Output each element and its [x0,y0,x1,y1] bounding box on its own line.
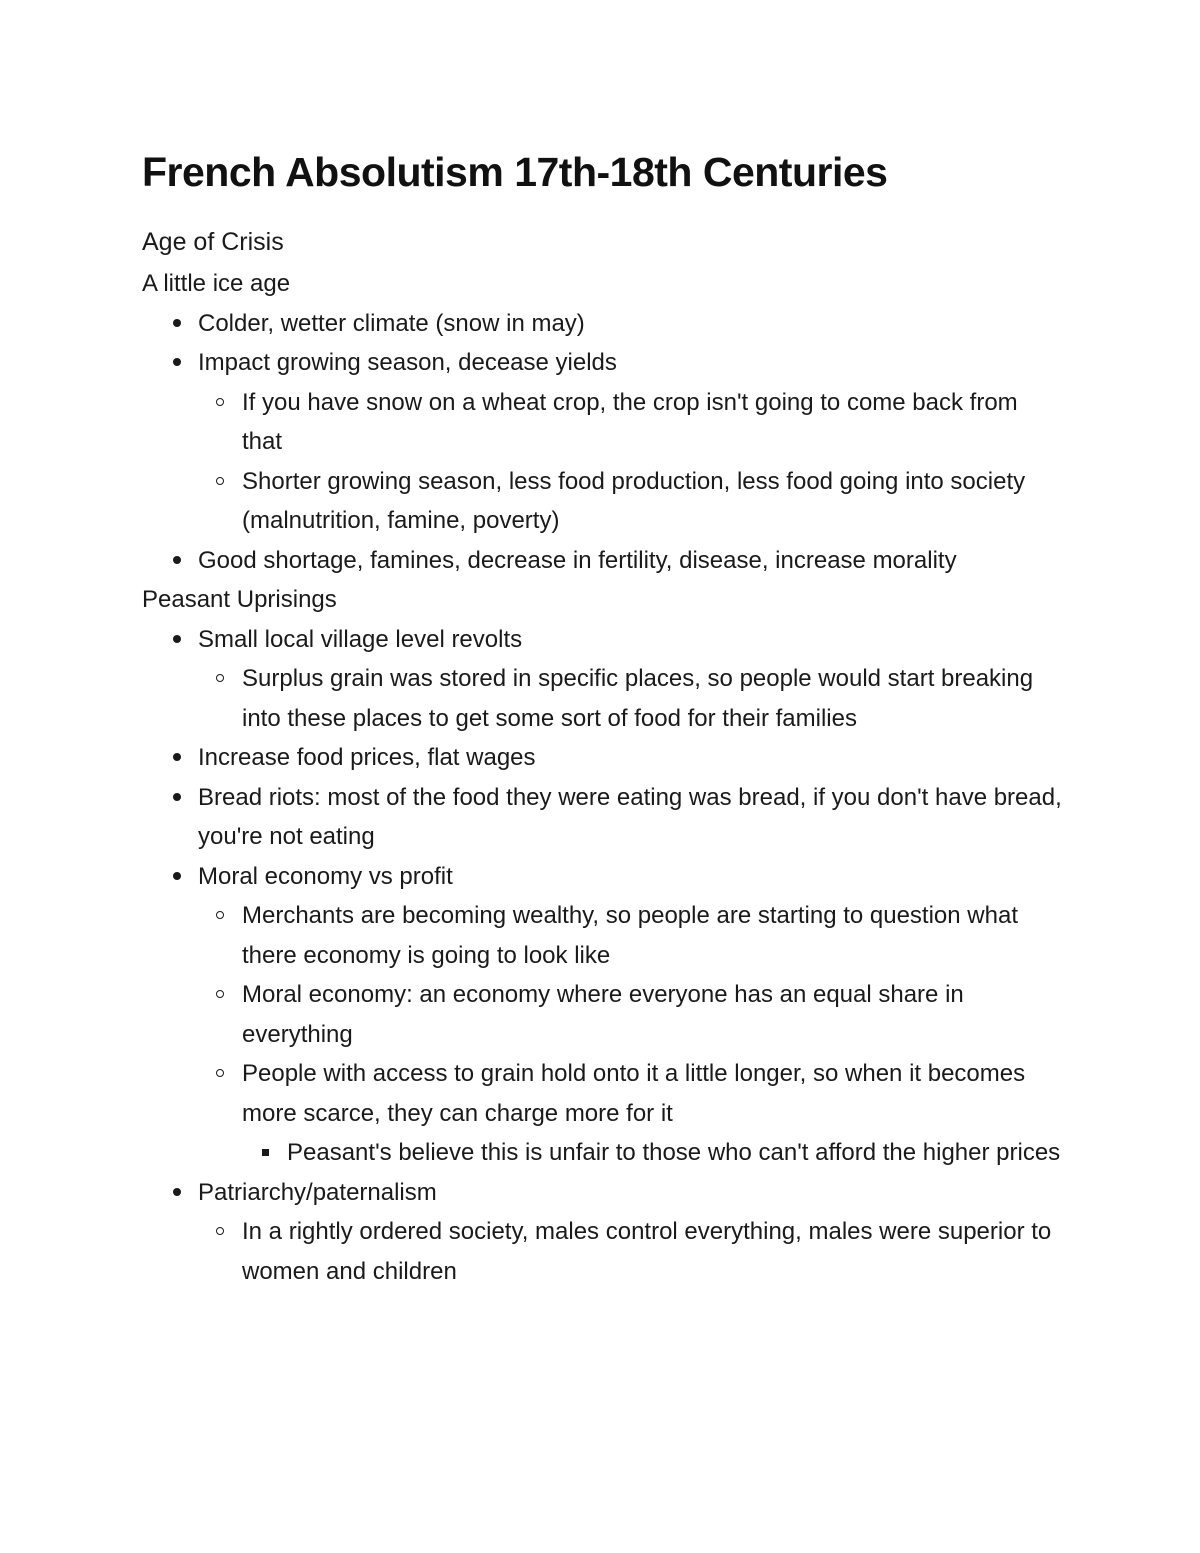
bullet-circle-icon [216,477,224,485]
list-item-text: Small local village level revolts [198,625,523,653]
list-item-text: Increase food prices, flat wages [198,744,536,771]
bullet-list [142,620,1062,1292]
bullet-circle-icon [216,398,224,406]
list-item-text: Merchants are becoming wealthy, so people are starting to question what there economy is going to look like [242,902,1018,969]
list-item-text: Bread riots: most of the food they were eating was bread, if you don't have bread, you're not eating [198,783,1062,850]
bullet-disc-icon [173,872,181,880]
list-item-text: If you have snow on a wheat crop, the crop isn't going to come back from that [242,388,1018,455]
section-subheading: Age of Crisis [142,228,284,256]
list-item [142,738,1062,778]
bullet-circle-icon [216,990,224,998]
section-heading: Peasant Uprisings [142,586,337,613]
list-item-text: Peasant's believe this is unfair to those who can't afford the higher prices [287,1139,1061,1166]
bullet-disc-icon [173,319,181,327]
document-title: French Absolutism 17th-18th Centuries [142,149,888,195]
document-page [142,142,1062,1291]
notes-body [142,264,1062,1291]
bullet-disc-icon [173,793,181,801]
list-item [142,1212,1062,1291]
bullet-disc-icon [173,753,181,761]
list-item [142,1133,1062,1173]
list-item [142,304,1062,344]
bullet-circle-icon [216,674,224,682]
list-item-text: Colder, wetter climate (snow in may) [198,309,585,337]
list-item [142,1054,1062,1133]
bullet-circle-icon [216,1227,224,1235]
list-item [142,383,1062,462]
list-item-text: People with access to grain hold onto it a little longer, so when it becomes more scarce, they can charge more for it [242,1060,1026,1127]
list-item [142,1173,1062,1213]
bullet-circle-icon [216,1069,224,1077]
list-item-text: Moral economy vs profit [198,862,453,890]
list-item [142,659,1062,738]
list-item-text: Good shortage, famines, decrease in fertility, disease, increase morality [198,546,957,574]
bullet-disc-icon [173,1188,181,1196]
bullet-circle-icon [216,911,224,919]
list-item-text: Shorter growing season, less food production, less food going into society (malnutrition, famine, poverty) [242,467,1026,534]
bullet-disc-icon [173,358,181,366]
list-item [142,896,1062,975]
list-item-text: In a rightly ordered society, males control everything, males were superior to women and children [242,1218,1052,1285]
list-item [142,462,1062,541]
list-item [142,343,1062,383]
list-item [142,975,1062,1054]
bullet-square-icon [262,1149,269,1156]
list-item-text: Moral economy: an economy where everyone has an equal share in everything [242,981,964,1048]
list-item-text: Impact growing season, decease yields [198,349,617,376]
list-item [142,541,1062,581]
list-item [142,620,1062,660]
section-heading: A little ice age [142,270,291,297]
list-item [142,778,1062,857]
bullet-list [142,304,1062,581]
bullet-disc-icon [173,635,181,643]
list-item-text: Patriarchy/paternalism [198,1178,437,1206]
bullet-disc-icon [173,556,181,564]
list-item-text: Surplus grain was stored in specific places, so people would start breaking into these places to get some sort of food for their families [242,665,1034,732]
list-item [142,857,1062,897]
